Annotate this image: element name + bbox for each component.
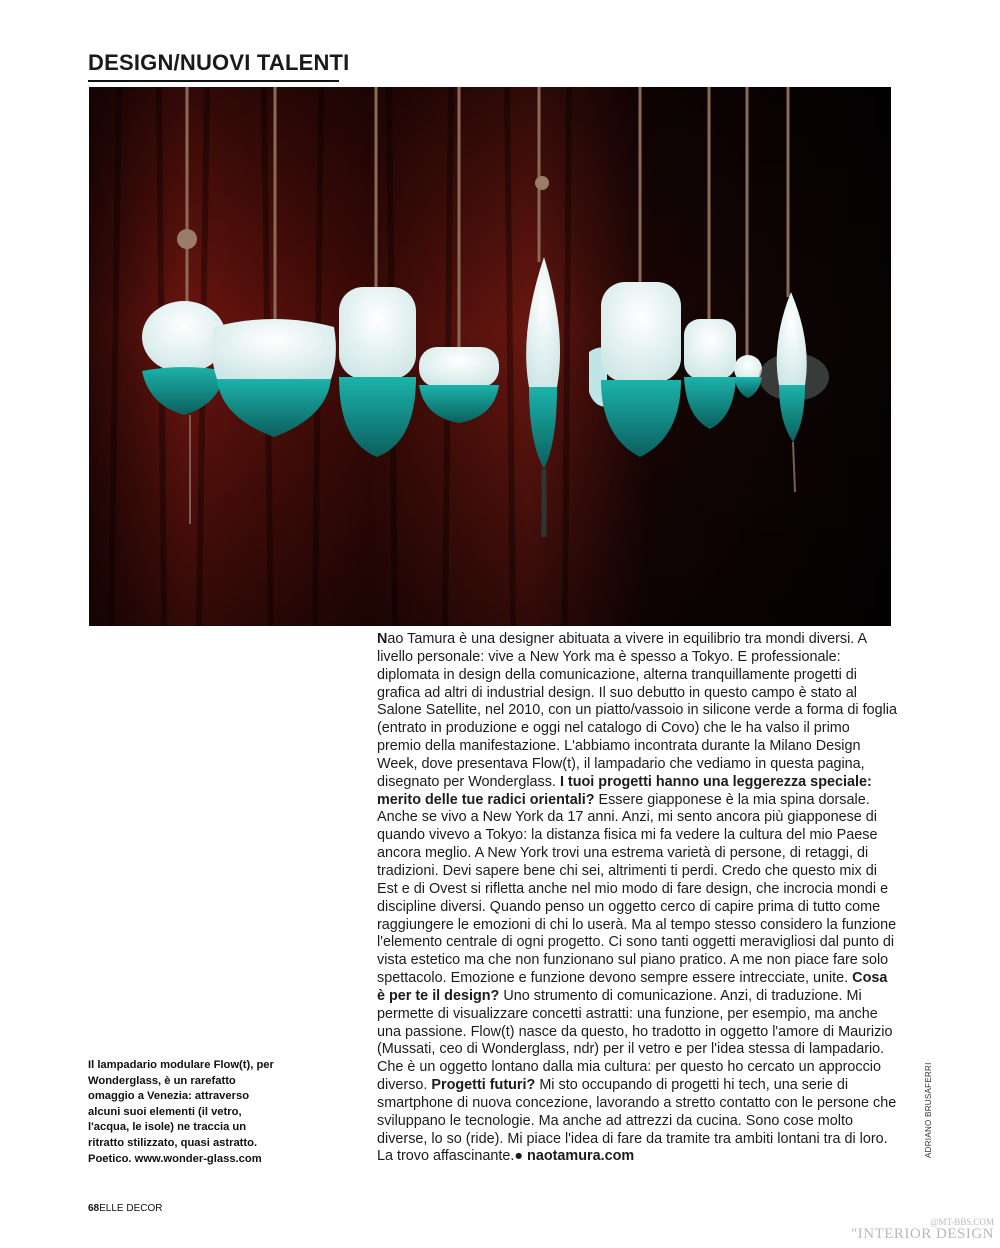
question-2: Cosa è per te il design?: [377, 970, 888, 1004]
page-number: 68: [88, 1203, 100, 1214]
photo-credit: [924, 1058, 936, 1158]
website-link[interactable]: naotamura.com: [527, 1148, 635, 1165]
photo-credit-text: ADRIANO BRUSAFERRI: [924, 1062, 933, 1158]
answer-2: Uno strumento di comunicazione. Anzi, di traduzione. Mi permette di visualizzare concetti astratti: una funzione, per esempio, ma anche una passione. Flow(t) nasce da questo, ho tradotto in oggetto l'amore di Maurizio (Mussati, ceo di Wonderglass, ndr) per il vetro e per l'idea stessa di lampadario. Che è un oggetto lontano dalla mia cultura: per questo ho cercato un approccio diverso.: [377, 987, 893, 1094]
article-body: [377, 631, 897, 1166]
photo-caption: Il lampadario modulare Flow(t), per Wonderglass, è un rarefatto omaggio a Venezia: attraverso alcuni suoi elementi (il vetro, l'acqua, le isole) ne traccia un ritratto stilizzato, quasi astratto. Poetico. www.wonder-glass.com: [88, 1059, 274, 1165]
section-title-underline: [88, 80, 339, 82]
page-footer: [88, 1203, 162, 1214]
question-3: Progetti futuri?: [431, 1077, 536, 1094]
chandelier-photo: [89, 87, 891, 626]
question-1: I tuoi progetti hanno una leggerezza speciale: merito delle tue radici orientali?: [377, 773, 872, 808]
watermark-line-2: "INTERIOR DESIGN: [851, 1226, 994, 1242]
article-intro: ao Tamura è una designer abituata a vivere in equilibrio tra mondi diversi. A livello personale: vive a New York ma è spesso a Tokyo. E professionale: diplomata in design della comunicazione, alterna tranquillamente progetti di grafica ad altri di industrial design. Il suo debutto in questo campo è stato al Salone Satellite, nel 2010, con un piatto/vassoio in silicone verde a forma di foglia (entrato in produzione e oggi nel catalogo di Covo) che le ha valso il primo premio della manifestazione. L'abbiamo incontrata durante la Milano Design Week, dove presentava Flow(t), il lampadario che vediamo in questa pagina, disegnato per Wonderglass.: [377, 631, 897, 790]
watermark-line-1: @MT-BBS.COM: [930, 1217, 994, 1227]
answer-1: Essere giapponese è la mia spina dorsale. Anche se vivo a New York da 17 anni. Anzi, mi sento ancora più giapponese di quando vivevo a Tokyo: la distanza fisica mi fa vedere la cultura del mio Paese ancora meglio. A New York trovi una estrema varietà di persone, di retaggi, di tradizioni. Devi sapere bene chi sei, altrimenti ti perdi. Credo che questo mix di Est e di Ovest si rifletta anche nel mio modo di fare design, che incrocia mondi e discipline diversi. Quando penso un oggetto cerco di capire prima di tutto come raggiungere le emozioni di chi lo userà. Ma al tempo stesso considero la funzione l'elemento centrale di ogni progetto. Ci sono tanti oggetti meravigliosi dal punto di vista estetico ma che non funzionano sul piano pratico. A me non piace fare solo spettacolo. Emozione e funzione devono sempre essere intrecciate, unite.: [377, 791, 897, 987]
dropcap: N: [377, 631, 388, 647]
magazine-name: ELLE DECOR: [99, 1203, 163, 1214]
section-title: DESIGN/NUOVI TALENTI: [88, 50, 350, 75]
answer-3: Mi sto occupando di progetti hi tech, una serie di smartphone di nuova concezione, lavorando a stretto contatto con le persone che sviluppano le tecnologie. Ma anche ad attrezzi da cucina. Sono cose molto diverse, lo so (ride). Mi piace l'idea di fare da tramite tra ambiti lontani tra di loro. La trovo affascinante.: [377, 1077, 897, 1165]
end-mark: ●: [514, 1148, 524, 1165]
watermark: [851, 1218, 994, 1242]
